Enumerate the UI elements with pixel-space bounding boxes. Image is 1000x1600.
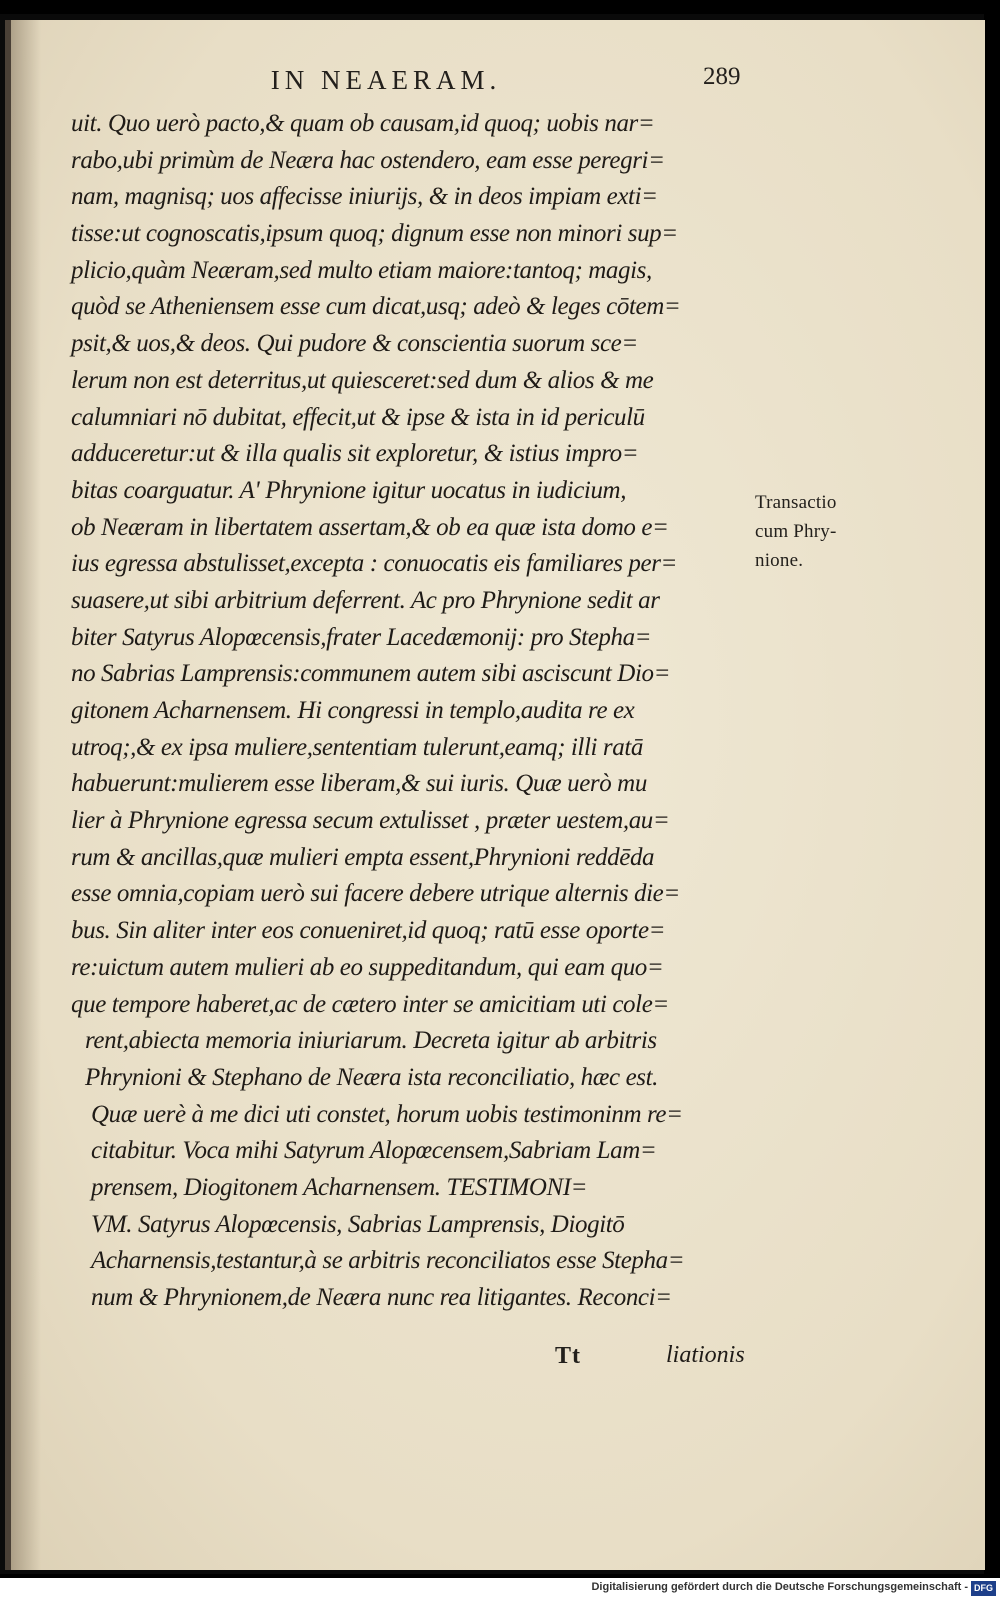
text-line-2: rabo,ubi primùm de Neæra hac ostendero, eam esse peregri=	[71, 146, 665, 174]
book-page	[5, 20, 985, 1570]
margin-note-line-2: cum Phry-	[755, 521, 837, 542]
text-line-29: citabitur. Voca mihi Satyrum Alopœcensem,Sabriam Lam=	[91, 1137, 657, 1165]
attribution-bar	[0, 1578, 1000, 1600]
text-line-16: no Sabrias Lamprensis:communem autem sibi asciscunt Dio=	[71, 660, 671, 688]
text-line-31: VM. Satyrus Alopœcensis, Sabrias Lamprensis, Diogitō	[91, 1210, 625, 1238]
catchword: liationis	[666, 1342, 745, 1368]
margin-note-line-3: nione.	[755, 550, 804, 571]
dfg-logo[interactable]: DFG	[971, 1581, 996, 1596]
margin-note	[755, 488, 895, 575]
text-line-32: Acharnensis,testantur,à se arbitris reconciliatos esse Stepha=	[91, 1247, 685, 1275]
text-line-4: tisse:ut cognoscatis,ipsum quoq; dignum esse non minori sup=	[71, 220, 678, 248]
page-number: 289	[703, 63, 741, 90]
text-line-28: Quæ uerè à me dici uti constet, horum uobis testimoninm re=	[91, 1100, 683, 1128]
text-line-17: gitonem Acharnensem. Hi congressi in templo,audita re ex	[71, 697, 635, 724]
signature-mark: Tt	[555, 1343, 581, 1369]
text-line-10: adduceretur:ut & illa qualis sit exploretur, & istius impro=	[71, 440, 639, 468]
text-line-23: bus. Sin aliter inter eos conueniret,id quoq; ratū esse oporte=	[71, 917, 666, 945]
margin-note-line-1: Transactio	[755, 492, 837, 513]
text-line-13: ius egressa abstulisset,excepta : conuocatis eis familiares per=	[71, 550, 677, 578]
text-line-15: biter Satyrus Alopœcensis,frater Lacedæmonij: pro Stepha=	[71, 623, 652, 651]
text-line-26: rent,abiecta memoria iniuriarum. Decreta igitur ab arbitris	[85, 1027, 657, 1055]
text-line-12: ob Neæram in libertatem assertam,& ob ea quæ ista domo e=	[71, 513, 669, 541]
text-line-1: uit. Quo uerò pacto,& quam ob causam,id quoq; uobis nar=	[71, 110, 655, 137]
text-line-19: habuerunt:mulierem esse liberam,& sui iuris. Quæ uerò mu	[71, 770, 647, 798]
text-line-7: psit,& uos,& deos. Qui pudore & conscientia suorum sce=	[71, 330, 638, 358]
text-line-5: plicio,quàm Neæram,sed multo etiam maiore:tantoq; magis,	[71, 256, 652, 284]
text-line-30: prensem, Diogitonem Acharnensem. TESTIMONI=	[91, 1173, 588, 1201]
text-line-11: bitas coarguatur. A' Phrynione igitur uocatus in iudicium,	[71, 476, 627, 504]
text-line-24: re:uictum autem mulieri ab eo suppeditandum, qui eam quo=	[71, 953, 664, 981]
text-line-8: lerum non est deterritus,ut quiesceret:sed dum & alios & me	[71, 366, 654, 394]
text-line-18: utroq;,& ex ipsa muliere,sententiam tulerunt,eamq; illi ratā	[71, 733, 643, 761]
text-line-22: esse omnia,copiam uerò sui facere debere utrique alternis die=	[71, 880, 680, 908]
text-line-6: quòd se Atheniensem esse cum dicat,usq; adeò & leges cōtem=	[71, 293, 681, 321]
text-line-25: que tempore haberet,ac de cætero inter se amicitiam uti cole=	[71, 990, 669, 1018]
body-text	[71, 106, 771, 1317]
text-line-20: lier à Phrynione egressa secum extulisset , præter uestem,au=	[71, 807, 670, 835]
text-line-33: num & Phrynionem,de Neæra nunc rea litigantes. Reconci=	[91, 1284, 672, 1311]
running-title: IN NEAERAM.	[270, 65, 502, 95]
text-line-21: rum & ancillas,quæ mulieri empta essent,Phrynioni reddēda	[71, 843, 655, 871]
text-line-3: nam, magnisq; uos affecisse iniurijs, & in deos impiam exti=	[71, 183, 658, 211]
text-line-14: suasere,ut sibi arbitrium deferrent. Ac pro Phrynione sedit ar	[71, 586, 660, 614]
text-line-9: calumniari nō dubitat, effecit,ut & ipse & ista in id periculū	[71, 403, 645, 431]
attribution-text: Digitalisierung gefördert durch die Deutsche Forschungsgemeinschaft -	[591, 1581, 968, 1593]
text-line-27: Phrynioni & Stephano de Neæra ista reconciliatio, hæc est.	[85, 1063, 659, 1091]
